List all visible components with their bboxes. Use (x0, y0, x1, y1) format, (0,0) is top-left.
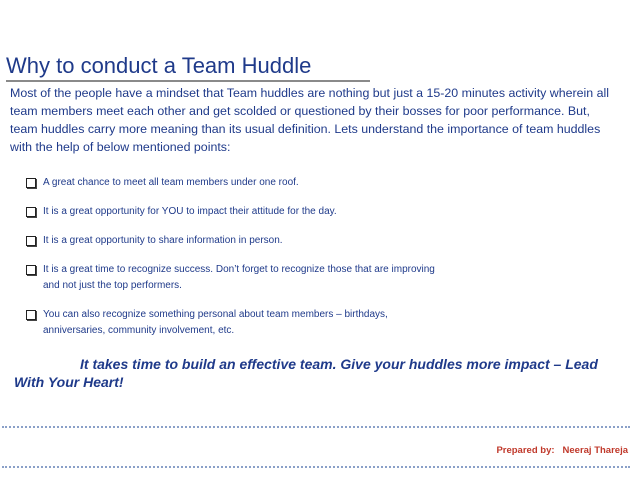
checkbox-bullet-icon (26, 207, 36, 217)
intro-paragraph: Most of the people have a mindset that Team huddles are nothing but just a 15-20 minutes activity wherein all team members meet each other and get scolded or questioned by their bosses for poor performance. But, team huddles carry more meaning than its usual definition. Lets understand the importance of team huddles with the help of below mentioned points: (10, 86, 610, 154)
checkbox-bullet-icon (26, 236, 36, 246)
quote-text: It takes time to build an effective team. Give your huddles more impact – Lead With Your Heart! (14, 356, 598, 390)
checkbox-bullet-icon (26, 310, 36, 320)
bullet-text: You can also recognize something personal about team members – birthdays, anniversaries, community involvement, etc. (43, 309, 388, 336)
bullet-text: It is a great time to recognize success. Don’t forget to recognize those that are improving and not just the top performers. (43, 264, 435, 291)
footer-label: Prepared by: (496, 445, 555, 456)
list-item (26, 262, 446, 294)
closing-quote (14, 355, 614, 391)
checkbox-bullet-icon (26, 265, 36, 275)
list-item (26, 307, 446, 339)
footer-credit (496, 445, 628, 456)
page-title: Why to conduct a Team Huddle (6, 53, 312, 78)
list-item (26, 175, 446, 191)
bullet-list (26, 175, 446, 352)
bullet-text: It is a great opportunity for YOU to impact their attitude for the day. (43, 206, 337, 217)
list-item (26, 233, 446, 249)
footer-author: Neeraj Thareja (562, 445, 628, 456)
bullet-text: It is a great opportunity to share information in person. (43, 235, 283, 246)
list-item (26, 204, 446, 220)
checkbox-bullet-icon (26, 178, 36, 188)
title-underline (6, 80, 370, 82)
bullet-text: A great chance to meet all team members under one roof. (43, 177, 299, 188)
